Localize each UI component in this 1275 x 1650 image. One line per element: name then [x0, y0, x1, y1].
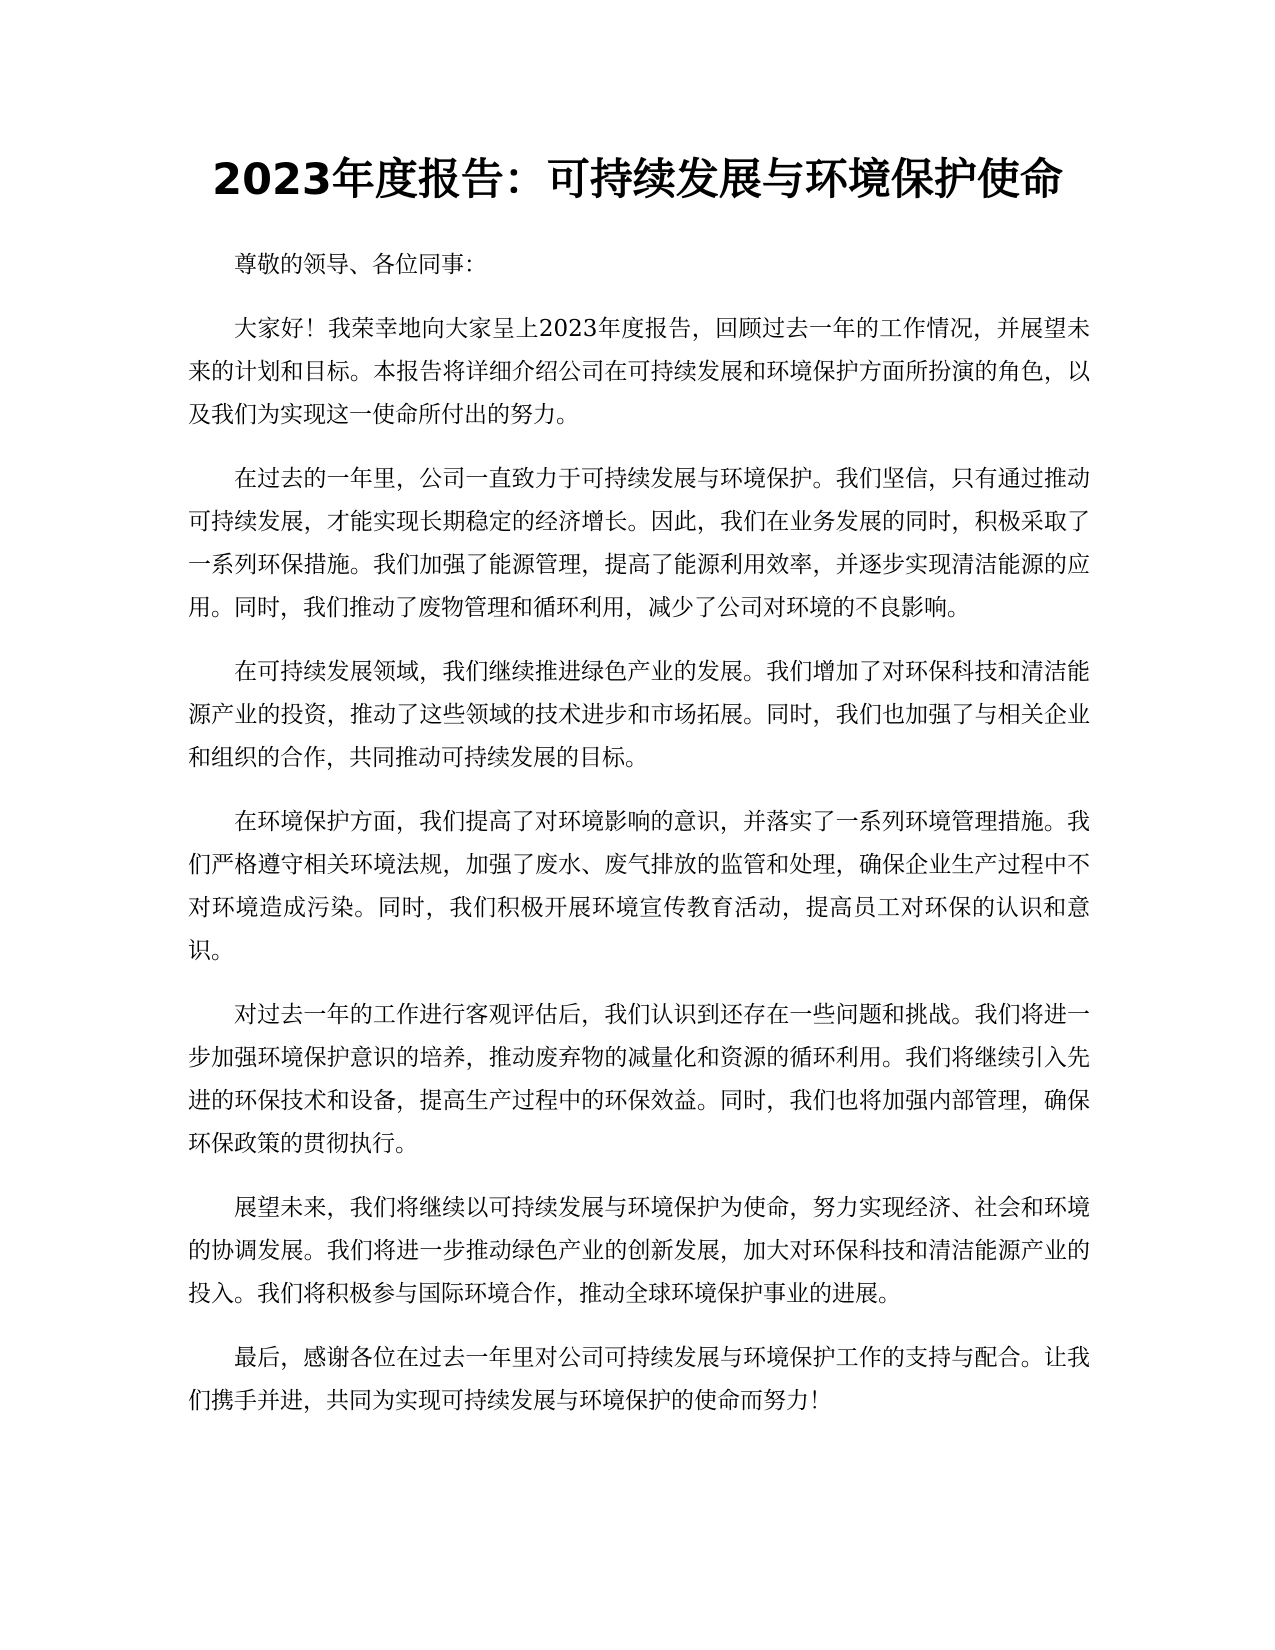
paragraph-past-year: 在过去的一年里，公司一直致力于可持续发展与环境保护。我们坚信，只有通过推动可持续发展，才能实现长期稳定的经济增长。因此，我们在业务发展的同时，积极采取了一系列环保措施。我们加强了能源管理，提高了能源利用效率，并逐步实现清洁能源的应用。同时，我们推动了废物管理和循环利用，减少了公司对环境的不良影响。: [188, 466, 1090, 621]
document-body: [188, 244, 1090, 1444]
paragraph-sustainable-development: 在可持续发展领域，我们继续推进绿色产业的发展。我们增加了对环保科技和清洁能源产业的投资，推动了这些领域的技术进步和市场拓展。同时，我们也加强了与相关企业和组织的合作，共同推动可持续发展的目标。: [188, 659, 1090, 771]
paragraph-introduction: 大家好！我荣幸地向大家呈上2023年度报告，回顾过去一年的工作情况，并展望未来的计划和目标。本报告将详细介绍公司在可持续发展和环境保护方面所扮演的角色，以及我们为实现这一使命所付出的努力。: [188, 316, 1090, 428]
document-title: 2023年度报告：可持续发展与环境保护使命: [212, 155, 1063, 205]
paragraph-evaluation: 对过去一年的工作进行客观评估后，我们认识到还存在一些问题和挑战。我们将进一步加强环境保护意识的培养，推动废弃物的减量化和资源的循环利用。我们将继续引入先进的环保技术和设备，提高生产过程中的环保效益。同时，我们也将加强内部管理，确保环保政策的贯彻执行。: [188, 1002, 1090, 1157]
paragraph-outlook: 展望未来，我们将继续以可持续发展与环境保护为使命，努力实现经济、社会和环境的协调发展。我们将进一步推动绿色产业的创新发展，加大对环保科技和清洁能源产业的投入。我们将积极参与国际环境合作，推动全球环境保护事业的进展。: [188, 1195, 1090, 1307]
paragraph-closing: 最后，感谢各位在过去一年里对公司可持续发展与环境保护工作的支持与配合。让我们携手并进，共同为实现可持续发展与环境保护的使命而努力！: [188, 1345, 1090, 1414]
paragraph-greeting: 尊敬的领导、各位同事：: [234, 252, 487, 278]
paragraph-environmental-protection: 在环境保护方面，我们提高了对环境影响的意识，并落实了一系列环境管理措施。我们严格遵守相关环境法规，加强了废水、废气排放的监管和处理，确保企业生产过程中不对环境造成污染。同时，我们积极开展环境宣传教育活动，提高员工对环保的认识和意识。: [188, 809, 1090, 964]
